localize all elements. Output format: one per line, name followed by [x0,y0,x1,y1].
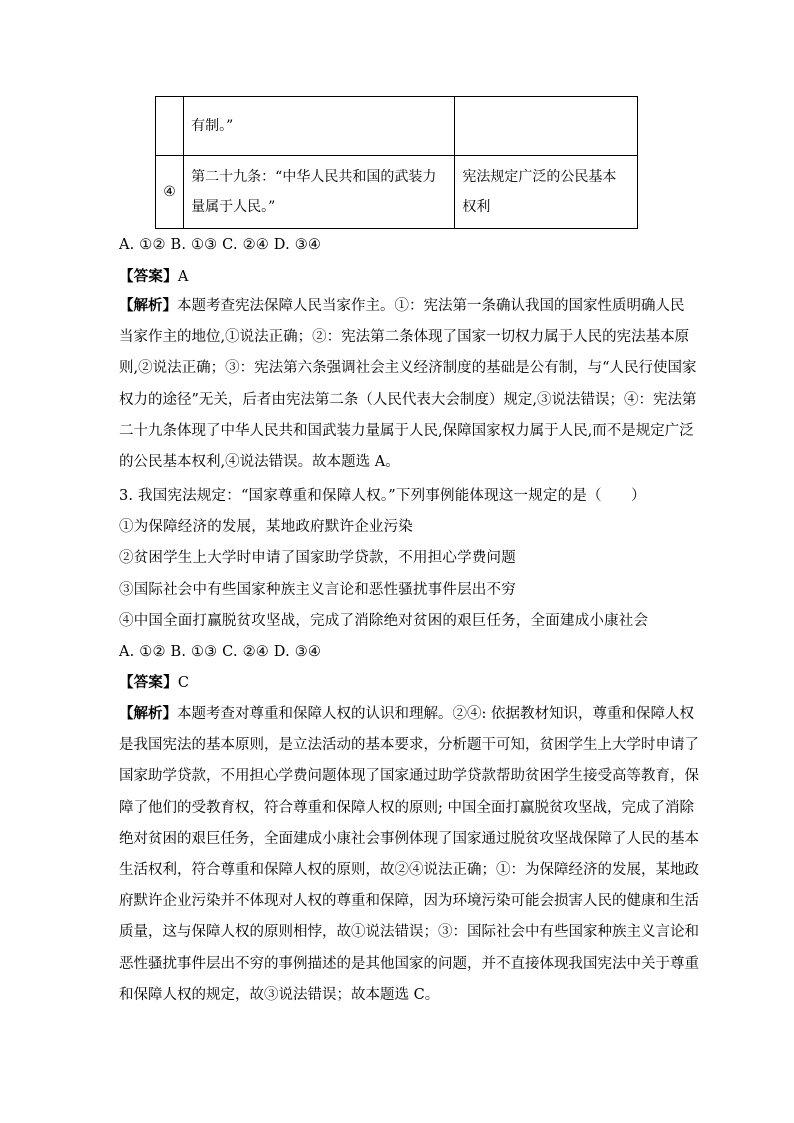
analysis-line: 【解析】本题考查宪法保障人民当家作主。①：宪法第一条确认我国的国家性质明确人民 [119,297,685,314]
table-cell-provision [184,156,455,229]
meaning-line: 权利 [462,199,491,215]
analysis-label: 【解析】 [119,705,177,722]
q3-answer [119,673,189,693]
table-row [156,97,638,156]
analysis-line: 二十九条体现了中华人民共和国武装力量属于人民,保障国家权力属于人民,而不是规定广泛 [119,422,694,439]
analysis-line: 生活权利，符合尊重和保障人权的原则，故②④说法正确；①：为保障经济的发展，某地政 [119,862,699,879]
answer-label: 【答案】 [119,268,178,285]
analysis-line: 权力的途径”无关，后者由宪法第二条（人民代表大会制度）规定,③说法错误；④：宪法第 [119,391,697,408]
analysis-line: 质量，这与保障人权的原则相悖，故①说法错误；③：国际社会中有些国家种族主义言论和 [119,924,699,941]
q3-item: ④中国全面打赢脱贫攻坚战，完成了消除绝对贫困的艰巨任务，全面建成小康社会 [119,613,649,629]
q3-stem: 3. 我国宪法规定：“国家尊重和保障人权。”下列事例能体现这一规定的是（ ） [119,488,646,504]
analysis-line: 和保障人权的规定，故③说法错误；故本题选 C。 [119,986,440,1003]
analysis-label: 【解析】 [119,297,177,314]
meaning-line: 宪法规定广泛的公民基本 [462,169,617,185]
q3-item: ①为保障经济的发展，某地政府默许企业污染 [119,519,413,535]
analysis-line: 的公民基本权利,④说法错误。故本题选 A。 [119,454,400,471]
table-cell-meaning [455,97,638,156]
provision-line: 第二十九条：“中华人民共和国的武装力 [191,169,437,185]
table-cell-number [156,97,184,156]
analysis-line: 恶性骚扰事件层出不穷的事例描述的是其他国家的问题，并不直接体现我国宪法中关于尊重 [119,955,699,972]
analysis-line: 国家助学贷款，不用担心学费问题体现了国家通过助学贷款帮助贫困学生接受高等教育，保 [119,768,699,785]
answer-value: C [177,675,190,691]
table-cell-meaning [455,156,638,229]
table-cell-number: ④ [156,156,184,229]
analysis-line: 府默许企业污染并不体现对人权的尊重和保障，因为环境污染可能会损害人民的健康和生活 [119,893,699,910]
analysis-line: 是我国宪法的基本原则，是立法活动的基本要求，分析题干可知，贫困学生上大学时申请了 [119,737,699,754]
analysis-line: 则,②说法正确；③：宪法第六条强调社会主义经济制度的基础是公有制，与“人民行使国家 [119,360,697,377]
analysis-line: 当家作主的地位,①说法正确；②：宪法第二条体现了国家一切权力属于人民的宪法基本原 [119,329,690,346]
analysis-line: 障了他们的受教育权，符合尊重和保障人权的原则; 中国全面打赢脱贫攻坚战，完成了消除 [119,799,694,816]
table-cell-provision: 有制。” [184,97,455,156]
q3-item: ③国际社会中有些国家种族主义言论和恶性骚扰事件层出不穷 [119,582,516,598]
q2-analysis [119,290,697,478]
constitution-table [155,96,638,229]
q3-item: ②贫困学生上大学时申请了国家助学贷款，不用担心学费问题 [119,550,516,566]
q3-options: A. ①② B. ①③ C. ②④ D. ③④ [119,644,322,660]
q3-analysis [119,698,699,1011]
answer-value: A [177,269,189,285]
q2-answer [119,267,188,287]
analysis-line: 【解析】本题考查对尊重和保障人权的认识和理解。②④: 依据教材知识，尊重和保障人权 [119,705,694,722]
q2-options: A. ①② B. ①③ C. ②④ D. ③④ [119,237,322,253]
analysis-line: 绝对贫困的艰巨任务，全面建成小康社会事例体现了国家通过脱贫攻坚战保障了人民的基本 [119,830,699,847]
answer-label: 【答案】 [119,674,178,691]
table-row [156,156,638,229]
provision-line: 量属于人民。” [191,199,276,215]
